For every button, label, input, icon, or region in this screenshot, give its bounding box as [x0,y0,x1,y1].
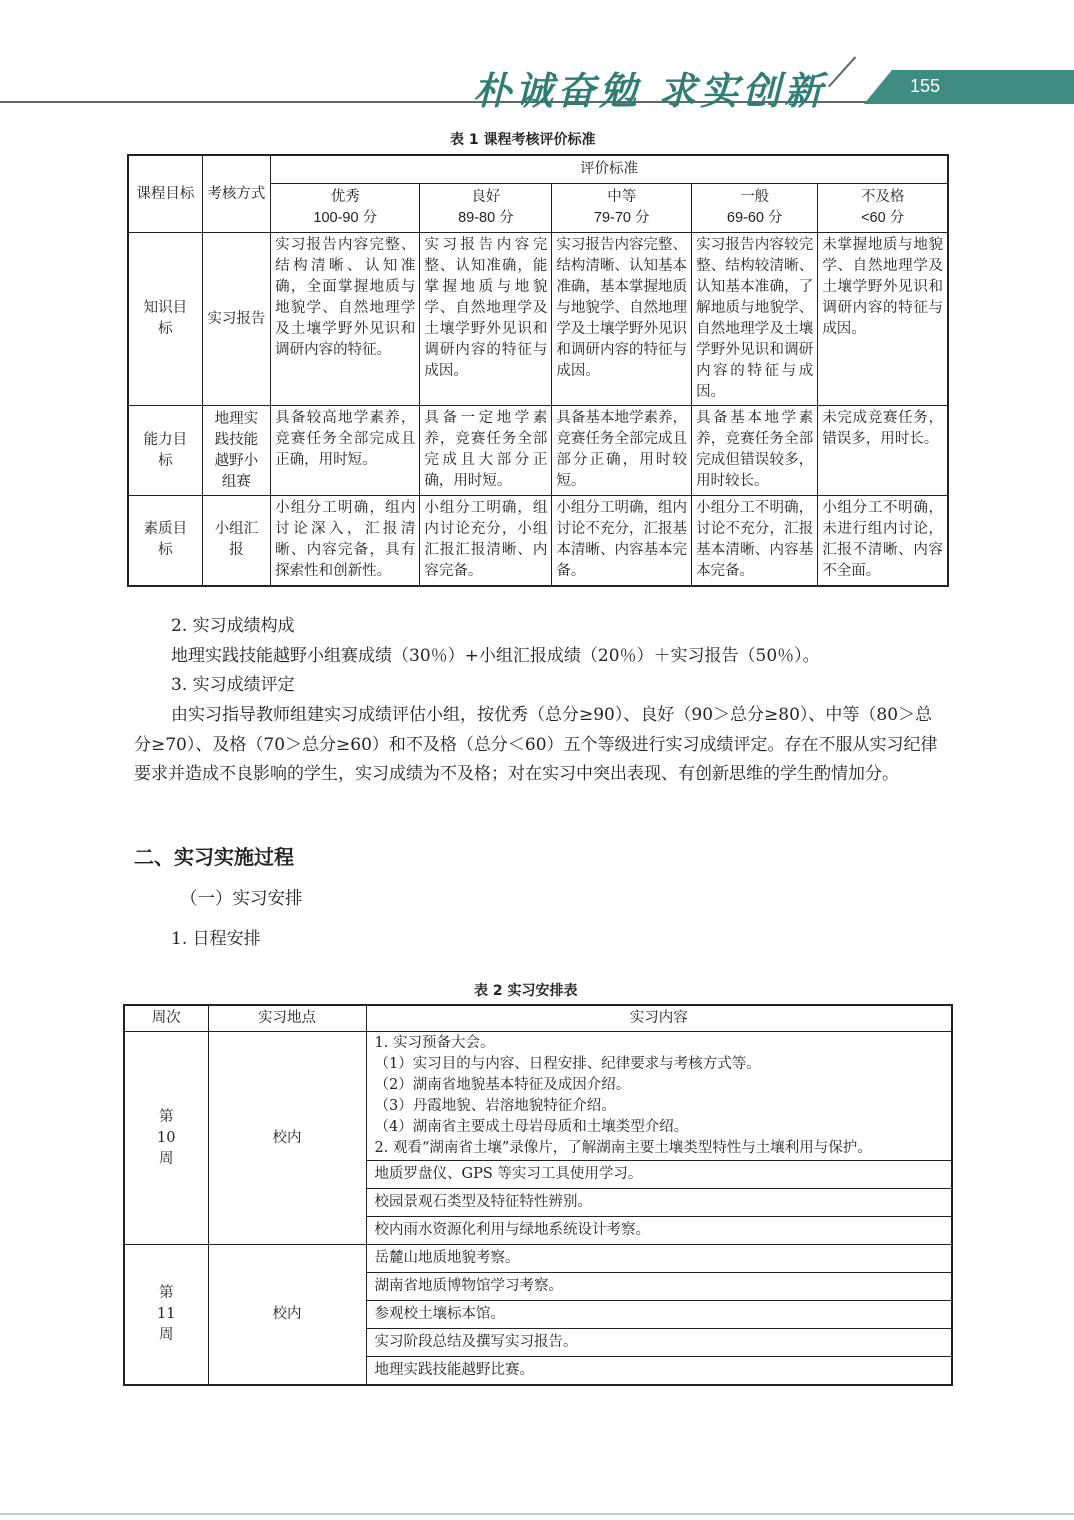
table-cell: 具备基本地学素养，竞赛任务全部完成且部分正确，用时较短。 [552,406,692,496]
table-cell: 具备基本地学素养，竞赛任务全部完成但错误较多，用时较长。 [692,406,818,496]
table2-caption: 表 2 实习安排表 [474,983,578,999]
table1-caption: 表 1 课程考核评价标准 [450,132,596,148]
grade-header: 良好 89-80 分 [420,184,552,233]
grade-header: 一般 69-60 分 [692,184,818,233]
table-cell: 实习报告内容完整、认知准确，能掌握地质与地貌学、自然地理学及土壤学野外见识和调研内容的特征与成因。 [420,233,552,406]
grade-header: 中等 79-70 分 [552,184,692,233]
content-cell: 实习阶段总结及撰写实习报告。 [366,1329,952,1357]
table-cell: 小组分工明确，组内讨论充分，小组汇报汇报清晰、内容完备。 [420,496,552,586]
row-goal: 知识目标 [128,233,202,406]
row-method: 实习报告 [202,233,270,406]
col-header-content: 实习内容 [366,1005,952,1032]
place-cell: 校内 [208,1245,366,1386]
table-cell: 未完成竞赛任务，错误多，用时长。 [818,406,948,496]
content-cell: 地理实践技能越野比赛。 [366,1357,952,1386]
content-cell: 参观校土壤标本馆。 [366,1301,952,1329]
content-cell: 校园景观石类型及特征特性辨别。 [366,1189,952,1217]
page-number-tab [864,70,1074,104]
table-cell: 小组分工不明确，未进行组内讨论，汇报不清晰、内容不全面。 [818,496,948,586]
row-method: 地理实践技能越野小组赛 [202,406,270,496]
grade-header: 优秀 100-90 分 [271,184,420,233]
col-header-place: 实习地点 [208,1005,366,1032]
grade-header: 不及格 <60 分 [818,184,948,233]
score-evaluation-text: 由实习指导教师组建实习成绩评估小组，按优秀（总分≥90）、良好（90＞总分≥80）、中等（80＞总分≥70）、及格（70＞总分≥60）和不及格（总分＜60）五个等级进行实习成绩评定。存在不服从实习纪律要求并造成不良影响的学生，实习成绩为不及格；对在实习中突出表现、有创新思维的学生酌情加分。 [134,705,938,784]
assessment-table [127,154,949,587]
table-cell: 具备一定地学素养，竞赛任务全部完成且大部分正确，用时短。 [420,406,552,496]
table-cell: 小组分工明确，组内讨论不充分，汇报基本清晰、内容基本完备。 [552,496,692,586]
content-cell: 地质罗盘仪、GPS 等实习工具使用学习。 [366,1161,952,1189]
week-cell: 第11周 [124,1245,208,1386]
section-title-schedule: 1. 日程安排 [171,929,261,949]
section-title-score-composition: 2. 实习成绩构成 [171,616,295,636]
page-number: 155 [910,76,941,96]
col-header-method: 考核方式 [202,155,270,233]
table-cell: 实习报告内容较完整、结构较清晰、认知基本准确，了解地质与地貌学、自然地理学及土壤学野外见识和调研内容的特征与成因。 [692,233,818,406]
header-slash [828,56,856,87]
table-cell: 实习报告内容完整、结构清晰、认知基本准确，基本掌握地质与地貌学、自然地理学及土壤学野外见识和调研内容的特征与成因。 [552,233,692,406]
section-heading: 二、实习实施过程 [134,845,294,869]
place-cell: 校内 [208,1032,366,1245]
table-cell: 具备较高地学素养，竞赛任务全部完成且正确，用时短。 [271,406,420,496]
row-method: 小组汇报 [202,496,270,586]
content-cell: 湖南省地质博物馆学习考察。 [366,1273,952,1301]
table-cell: 实习报告内容完整、结构清晰、认知准确，全面掌握地质与地貌学、自然地理学及土壤学野外见识和调研内容的特征。 [271,233,420,406]
footer-rule [0,1513,1074,1515]
col-header-week: 周次 [124,1005,208,1032]
score-composition-text: 地理实践技能越野小组赛成绩（30％）+小组汇报成绩（20％）＋实习报告（50％）。 [171,646,820,666]
row-goal: 素质目标 [128,496,202,586]
page-motto: 朴诚奋勉 求实创新 [473,68,827,113]
table-cell: 小组分工不明确，讨论不充分，汇报基本清晰、内容基本完备。 [692,496,818,586]
schedule-table [123,1004,953,1386]
section-title-score-evaluation: 3. 实习成绩评定 [171,675,295,695]
content-cell: 岳麓山地质地貌考察。 [366,1245,952,1273]
col-header-goal: 课程目标 [128,155,202,233]
table-cell: 未掌握地质与地貌学、自然地理学及土壤学野外见识和调研内容的特征与成因。 [818,233,948,406]
row-goal: 能力目标 [128,406,202,496]
col-header-criteria: 评价标准 [271,155,948,184]
table-cell: 小组分工明确，组内讨论深入，汇报清晰、内容完备，具有探索性和创新性。 [271,496,420,586]
week-cell: 第10周 [124,1032,208,1245]
content-cell: 校内雨水资源化利用与绿地系统设计考察。 [366,1217,952,1245]
subsection-heading: （一）实习安排 [180,889,303,909]
content-cell: 1. 实习预备大会。 （1）实习目的与内容、日程安排、纪律要求与考核方式等。 （2）湖南省地貌基本特征及成因介绍。 （3）丹霞地貌、岩溶地貌特征介绍。 （4）湖南省主要成土母岩母质和土壤类型介绍。 2. 观看“湖南省土壤”录像片，了解湖南主要土壤类型特性与土壤利用与保护。 [366,1032,952,1161]
